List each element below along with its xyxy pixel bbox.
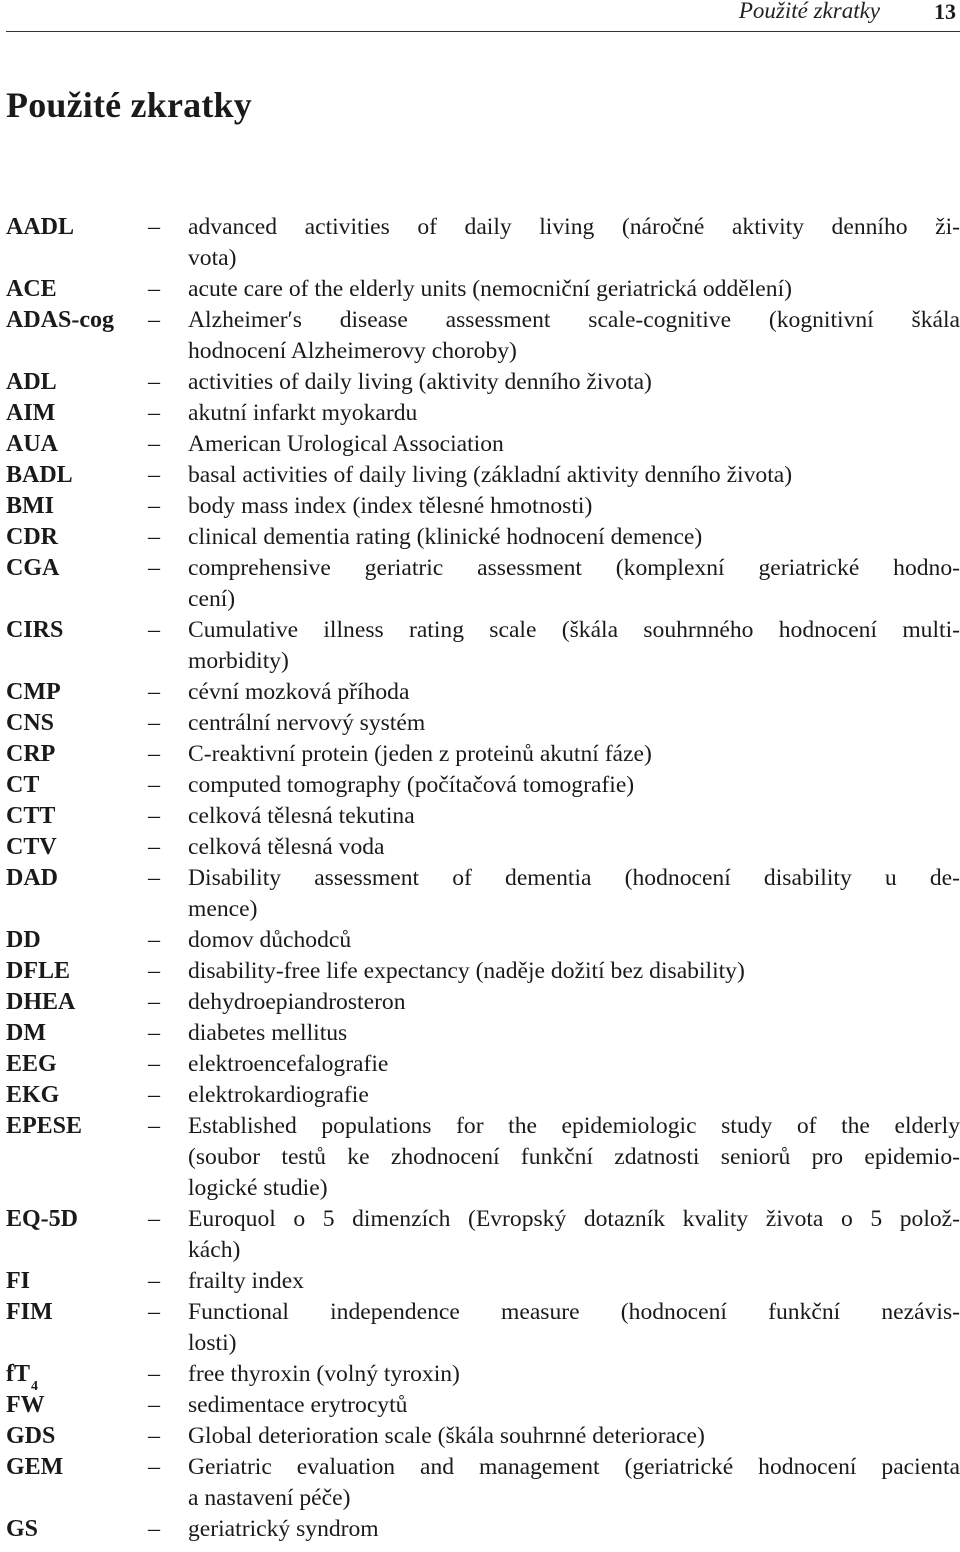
page-number: 13 bbox=[934, 0, 956, 24]
abbreviation-term-text: CNS bbox=[6, 710, 55, 736]
abbreviation-entry bbox=[6, 1359, 960, 1394]
abbreviation-entry bbox=[6, 925, 960, 956]
abbreviation-entry bbox=[6, 398, 960, 429]
abbreviation-term bbox=[6, 1204, 78, 1235]
abbreviation-term-text: EPESE bbox=[6, 1113, 83, 1139]
abbreviation-term bbox=[6, 708, 54, 739]
abbreviation-definition bbox=[188, 1297, 960, 1359]
definition-line: C-reaktivní protein (jeden z proteinů akutní fáze) bbox=[188, 741, 652, 767]
abbreviation-term bbox=[6, 1452, 63, 1483]
abbreviation-entry bbox=[6, 1049, 960, 1080]
abbreviation-term bbox=[6, 1421, 55, 1452]
abbreviation-entry bbox=[6, 615, 960, 677]
abbreviation-term-text: DAD bbox=[6, 865, 58, 891]
abbreviation-entry bbox=[6, 1018, 960, 1049]
abbreviation-definition bbox=[188, 1266, 960, 1297]
abbreviation-definition bbox=[188, 987, 960, 1018]
abbreviation-entry bbox=[6, 429, 960, 460]
en-dash-separator: – bbox=[148, 1113, 160, 1139]
definition-line: (soubor testů ke zhodnocení funkční zdatnosti seniorů pro epidemio- bbox=[188, 1144, 960, 1170]
abbreviation-term-text: EEG bbox=[6, 1051, 57, 1077]
definition-line: geriatrický syndrom bbox=[188, 1516, 379, 1542]
abbreviation-entry bbox=[6, 274, 960, 305]
abbreviation-term-text: BMI bbox=[6, 493, 54, 519]
abbreviation-term bbox=[6, 739, 55, 770]
abbreviation-term-text: DD bbox=[6, 927, 41, 953]
abbreviation-term-text: AUA bbox=[6, 431, 58, 457]
abbreviation-term-text: GS bbox=[6, 1516, 39, 1542]
en-dash-separator: – bbox=[148, 1082, 160, 1108]
abbreviation-term bbox=[6, 956, 70, 987]
definition-line: American Urological Association bbox=[188, 431, 504, 457]
abbreviation-term-text: CRP bbox=[6, 741, 56, 767]
definition-line: advanced activities of daily living (náročné aktivity denního ži- bbox=[188, 214, 960, 240]
abbreviation-definition bbox=[188, 305, 960, 367]
abbreviation-definition bbox=[188, 398, 960, 429]
abbreviation-term bbox=[6, 1297, 53, 1328]
abbreviation-term-text: CDR bbox=[6, 524, 58, 550]
en-dash-separator: – bbox=[148, 1361, 160, 1387]
definition-line: activities of daily living (aktivity denního života) bbox=[188, 369, 652, 395]
abbreviation-term bbox=[6, 770, 39, 801]
abbreviation-definition bbox=[188, 1514, 960, 1545]
abbreviation-term-text: GDS bbox=[6, 1423, 56, 1449]
abbreviation-term bbox=[6, 863, 58, 894]
en-dash-separator: – bbox=[148, 462, 160, 488]
en-dash-separator: – bbox=[148, 1423, 160, 1449]
abbreviation-definition bbox=[188, 1452, 960, 1514]
definition-line: computed tomography (počítačová tomografie) bbox=[188, 772, 635, 798]
abbreviation-definition bbox=[188, 1204, 960, 1266]
page-title: Použité zkratky bbox=[6, 85, 252, 125]
definition-line: hodnocení Alzheimerovy choroby) bbox=[188, 338, 517, 364]
definition-line: mence) bbox=[188, 896, 258, 922]
definition-line: vota) bbox=[188, 245, 237, 271]
abbreviation-term-text: EQ-5D bbox=[6, 1206, 78, 1232]
abbreviation-term-text: EKG bbox=[6, 1082, 60, 1108]
abbreviation-entry bbox=[6, 987, 960, 1018]
abbreviation-entry bbox=[6, 460, 960, 491]
abbreviation-definition bbox=[188, 1049, 960, 1080]
abbreviation-entry bbox=[6, 1080, 960, 1111]
en-dash-separator: – bbox=[148, 710, 160, 736]
abbreviation-entry bbox=[6, 1421, 960, 1452]
abbreviation-entry bbox=[6, 305, 960, 367]
abbreviation-definition bbox=[188, 1080, 960, 1111]
definition-line: Alzheimer′s disease assessment scale-cognitive (kognitivní škála bbox=[188, 307, 960, 333]
definition-line: akutní infarkt myokardu bbox=[188, 400, 418, 426]
en-dash-separator: – bbox=[148, 1516, 160, 1542]
abbreviation-entry bbox=[6, 1111, 960, 1204]
en-dash-separator: – bbox=[148, 1454, 160, 1480]
abbreviation-definition bbox=[188, 491, 960, 522]
definition-line: kách) bbox=[188, 1237, 241, 1263]
en-dash-separator: – bbox=[148, 524, 160, 550]
abbreviation-entry bbox=[6, 770, 960, 801]
abbreviation-definition bbox=[188, 801, 960, 832]
abbreviation-term-text: CGA bbox=[6, 555, 60, 581]
definition-line: clinical dementia rating (klinické hodnocení demence) bbox=[188, 524, 703, 550]
abbreviation-term bbox=[6, 1111, 82, 1142]
abbreviation-term bbox=[6, 801, 55, 832]
definition-line: logické studie) bbox=[188, 1175, 328, 1201]
abbreviation-definition bbox=[188, 708, 960, 739]
abbreviation-definition bbox=[188, 1018, 960, 1049]
abbreviation-definition bbox=[188, 739, 960, 770]
abbreviation-term-text: CIRS bbox=[6, 617, 64, 643]
abbreviation-term-text: GEM bbox=[6, 1454, 64, 1480]
abbreviation-term-text: ACE bbox=[6, 276, 57, 302]
en-dash-separator: – bbox=[148, 431, 160, 457]
abbreviation-definition bbox=[188, 615, 960, 677]
en-dash-separator: – bbox=[148, 1020, 160, 1046]
abbreviation-entry bbox=[6, 801, 960, 832]
definition-line: sedimentace erytrocytů bbox=[188, 1392, 408, 1418]
en-dash-separator: – bbox=[148, 493, 160, 519]
definition-line: Global deterioration scale (škála souhrnné deteriorace) bbox=[188, 1423, 705, 1449]
en-dash-separator: – bbox=[148, 958, 160, 984]
definition-line: elektrokardiografie bbox=[188, 1082, 369, 1108]
running-title: Použité zkratky bbox=[738, 0, 880, 23]
abbreviation-term bbox=[6, 491, 54, 522]
abbreviation-term bbox=[6, 1018, 46, 1049]
abbreviation-definition bbox=[188, 367, 960, 398]
definition-line: losti) bbox=[188, 1330, 237, 1356]
en-dash-separator: – bbox=[148, 400, 160, 426]
definition-line: Functional independence measure (hodnocení funkční nezávis- bbox=[188, 1299, 960, 1325]
definition-line: Cumulative illness rating scale (škála souhrnného hodnocení multi- bbox=[188, 617, 960, 643]
abbreviation-term-text: CTV bbox=[6, 834, 57, 860]
abbreviation-entry bbox=[6, 367, 960, 398]
abbreviation-definition bbox=[188, 1421, 960, 1452]
abbreviation-term bbox=[6, 677, 61, 708]
abbreviation-definition bbox=[188, 522, 960, 553]
en-dash-separator: – bbox=[148, 741, 160, 767]
abbreviation-definition bbox=[188, 553, 960, 615]
abbreviation-term-text: DHEA bbox=[6, 989, 76, 1015]
abbreviation-term bbox=[6, 832, 57, 863]
en-dash-separator: – bbox=[148, 989, 160, 1015]
en-dash-separator: – bbox=[148, 307, 160, 333]
definition-line: celková tělesná tekutina bbox=[188, 803, 415, 829]
abbreviation-definition bbox=[188, 863, 960, 925]
abbreviation-definition bbox=[188, 1111, 960, 1204]
abbreviation-term bbox=[6, 925, 41, 956]
definition-line: cení) bbox=[188, 586, 236, 612]
abbreviation-definition bbox=[188, 956, 960, 987]
abbreviation-term bbox=[6, 987, 75, 1018]
abbreviation-term-text: DM bbox=[6, 1020, 46, 1046]
abbreviation-entry bbox=[6, 677, 960, 708]
abbreviation-term bbox=[6, 615, 63, 646]
abbreviation-entry bbox=[6, 739, 960, 770]
abbreviation-entry bbox=[6, 491, 960, 522]
abbreviation-term-text: CT bbox=[6, 772, 40, 798]
abbreviation-definition bbox=[188, 212, 960, 274]
abbreviation-term bbox=[6, 1080, 59, 1111]
definition-line: morbidity) bbox=[188, 648, 289, 674]
abbreviation-term-text: CTT bbox=[6, 803, 56, 829]
abbreviation-term-text: AADL bbox=[6, 214, 75, 240]
definition-line: dehydroepiandrosteron bbox=[188, 989, 406, 1015]
abbreviation-entry bbox=[6, 522, 960, 553]
en-dash-separator: – bbox=[148, 617, 160, 643]
abbreviation-entry bbox=[6, 1514, 960, 1545]
en-dash-separator: – bbox=[148, 927, 160, 953]
abbreviation-entry bbox=[6, 832, 960, 863]
abbreviation-term bbox=[6, 1390, 45, 1421]
abbreviation-term bbox=[6, 1266, 30, 1297]
abbreviation-term bbox=[6, 305, 114, 336]
definition-line: body mass index (index tělesné hmotnosti) bbox=[188, 493, 593, 519]
en-dash-separator: – bbox=[148, 555, 160, 581]
en-dash-separator: – bbox=[148, 772, 160, 798]
definition-line: free thyroxin (volný tyroxin) bbox=[188, 1361, 460, 1387]
abbreviation-entry bbox=[6, 553, 960, 615]
en-dash-separator: – bbox=[148, 1206, 160, 1232]
abbreviation-definition bbox=[188, 925, 960, 956]
abbreviation-definition bbox=[188, 832, 960, 863]
abbreviation-list bbox=[6, 212, 960, 1545]
definition-line: Disability assessment of dementia (hodnocení disability u de- bbox=[188, 865, 960, 891]
abbreviation-term bbox=[6, 1514, 38, 1545]
definition-line: basal activities of daily living (základní aktivity denního života) bbox=[188, 462, 793, 488]
definition-line: acute care of the elderly units (nemocniční geriatrická oddělení) bbox=[188, 276, 792, 302]
definition-line: elektroencefalografie bbox=[188, 1051, 389, 1077]
abbreviation-entry bbox=[6, 956, 960, 987]
en-dash-separator: – bbox=[148, 1268, 160, 1294]
abbreviation-entry bbox=[6, 1452, 960, 1514]
abbreviation-term bbox=[6, 1359, 38, 1393]
abbreviation-definition bbox=[188, 770, 960, 801]
definition-line: domov důchodců bbox=[188, 927, 352, 953]
definition-line: comprehensive geriatric assessment (komplexní geriatrické hodno- bbox=[188, 555, 960, 581]
abbreviation-entry bbox=[6, 708, 960, 739]
en-dash-separator: – bbox=[148, 834, 160, 860]
abbreviation-entry bbox=[6, 1297, 960, 1359]
definition-line: celková tělesná voda bbox=[188, 834, 385, 860]
abbreviation-definition bbox=[188, 1390, 960, 1421]
abbreviation-entry bbox=[6, 1390, 960, 1421]
abbreviation-term-text: CMP bbox=[6, 679, 61, 705]
abbreviation-term bbox=[6, 212, 74, 243]
definition-line: Established populations for the epidemiologic study of the elderly bbox=[188, 1113, 960, 1139]
abbreviation-definition bbox=[188, 1359, 960, 1390]
abbreviation-term-text: fT bbox=[6, 1361, 30, 1387]
definition-line: cévní mozková příhoda bbox=[188, 679, 410, 705]
abbreviation-term bbox=[6, 460, 73, 491]
abbreviation-term bbox=[6, 367, 57, 398]
definition-line: disability-free life expectancy (naděje dožití bez disability) bbox=[188, 958, 745, 984]
abbreviation-definition bbox=[188, 677, 960, 708]
abbreviation-term-text: BADL bbox=[6, 462, 73, 488]
abbreviation-term-text: AIM bbox=[6, 400, 56, 426]
en-dash-separator: – bbox=[148, 1051, 160, 1077]
abbreviation-entry bbox=[6, 1266, 960, 1297]
definition-line: Geriatric evaluation and management (geriatrické hodnocení pacienta bbox=[188, 1454, 960, 1480]
en-dash-separator: – bbox=[148, 865, 160, 891]
abbreviation-subscript: 4 bbox=[31, 1379, 38, 1394]
abbreviation-definition bbox=[188, 429, 960, 460]
abbreviation-definition bbox=[188, 274, 960, 305]
abbreviation-term bbox=[6, 398, 55, 429]
abbreviation-term bbox=[6, 522, 58, 553]
abbreviation-term-text: FI bbox=[6, 1268, 30, 1294]
abbreviation-term bbox=[6, 1049, 57, 1080]
en-dash-separator: – bbox=[148, 1392, 160, 1418]
definition-line: a nastavení péče) bbox=[188, 1485, 351, 1511]
en-dash-separator: – bbox=[148, 1299, 160, 1325]
en-dash-separator: – bbox=[148, 679, 160, 705]
running-header bbox=[6, 0, 960, 32]
abbreviation-term-text: FIM bbox=[6, 1299, 53, 1325]
abbreviation-entry bbox=[6, 863, 960, 925]
abbreviation-term-text: DFLE bbox=[6, 958, 71, 984]
definition-line: Euroquol o 5 dimenzích (Evropský dotazník kvality života o 5 polož- bbox=[188, 1206, 960, 1232]
en-dash-separator: – bbox=[148, 803, 160, 829]
abbreviation-term bbox=[6, 274, 57, 305]
abbreviation-entry bbox=[6, 212, 960, 274]
abbreviation-term-text: ADAS-cog bbox=[6, 307, 114, 333]
abbreviation-term-text: FW bbox=[6, 1392, 45, 1418]
definition-line: frailty index bbox=[188, 1268, 304, 1294]
abbreviation-term bbox=[6, 429, 58, 460]
abbreviation-term bbox=[6, 553, 59, 584]
en-dash-separator: – bbox=[148, 276, 160, 302]
en-dash-separator: – bbox=[148, 214, 160, 240]
definition-line: diabetes mellitus bbox=[188, 1020, 348, 1046]
abbreviation-definition bbox=[188, 460, 960, 491]
abbreviation-term-text: ADL bbox=[6, 369, 57, 395]
abbreviation-entry bbox=[6, 1204, 960, 1266]
en-dash-separator: – bbox=[148, 369, 160, 395]
definition-line: centrální nervový systém bbox=[188, 710, 426, 736]
